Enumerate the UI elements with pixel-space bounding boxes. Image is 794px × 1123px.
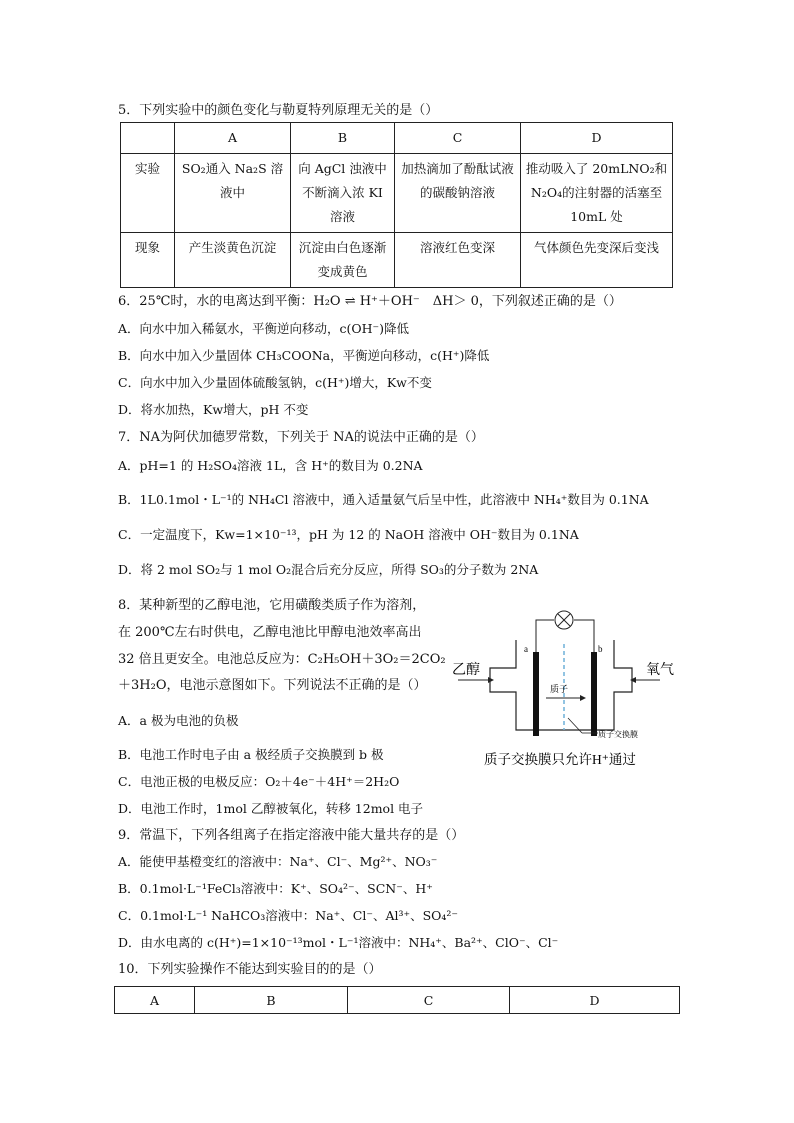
- q8-stem-line4: ＋3H₂O，电池示意图如下。下列说法不正确的是（）: [118, 678, 427, 693]
- q5-header-cell: [121, 123, 175, 154]
- q8-option-c: C．电池正极的电极反应：O₂＋4e⁻＋4H⁺＝2H₂O: [118, 774, 400, 789]
- q5-header-cell: C: [395, 123, 521, 154]
- q6-stem: 6．25℃时，水的电离达到平衡：H₂O ⇌ H⁺＋OH⁻ ΔH＞ 0，下列叙述正确的是（）: [118, 294, 622, 309]
- q5-header-cell: A: [175, 123, 291, 154]
- q8-stem-line2: 在 200℃左右时供电，乙醇电池比甲醇电池效率高出: [118, 625, 422, 640]
- q10-table: [114, 986, 680, 1014]
- q7-option-d: D．将 2 mol SO₂与 1 mol O₂混合后充分反应，所得 SO₃的分子数为 2NA: [118, 562, 539, 577]
- q5-row-label: 现象: [121, 233, 175, 288]
- q8-option-b: B．电池工作时电子由 a 极经质子交换膜到 b 极: [118, 747, 384, 762]
- membrane-pointer: [568, 718, 582, 733]
- circuit-wire-right: [574, 620, 594, 652]
- q9-option-d: D．由水电离的 c(H⁺)=1×10⁻¹³mol・L⁻¹溶液中：NH₄⁺、Ba²⁺、ClO⁻、Cl⁻: [118, 935, 559, 950]
- q5-phenomenon-row: [121, 233, 673, 288]
- bulb-icon: [555, 611, 573, 629]
- q10-header-row: [115, 987, 680, 1014]
- q7-option-c: C．一定温度下，Kw=1×10⁻¹³，pH 为 12 的 NaOH 溶液中 OH⁻数目为 0.1NA: [118, 527, 579, 542]
- q5-cell: 推动吸入了 20mLNO₂和 N₂O₄的注射器的活塞至 10mL 处: [521, 154, 673, 233]
- q7-stem: 7．NA为阿伏加德罗常数，下列关于 NA的说法中正确的是（）: [118, 430, 484, 445]
- q5-cell: 气体颜色先变深后变浅: [521, 233, 673, 288]
- q5-cell: SO₂通入 Na₂S 溶液中: [175, 154, 291, 233]
- q5-cell: 溶液红色变深: [395, 233, 521, 288]
- q5-experiment-row: [121, 154, 673, 233]
- q8-stem-line1: 8．某种新型的乙醇电池，它用磺酸类质子作为溶剂，: [118, 598, 426, 613]
- q6-option-d: D．将水加热，Kw增大，pH 不变: [118, 402, 309, 417]
- q6-option-b: B．向水中加入少量固体 CH₃COONa，平衡逆向移动，c(H⁺)降低: [118, 348, 490, 363]
- q5-header-cell: D: [521, 123, 673, 154]
- q5-row-label: 实验: [121, 154, 175, 233]
- q5-cell: 加热滴加了酚酞试液的碳酸钠溶液: [395, 154, 521, 233]
- q5-cell: 沉淀由白色逐渐变成黄色: [291, 233, 395, 288]
- circuit-wire-left: [536, 620, 554, 652]
- q9-option-c: C．0.1mol·L⁻¹ NaHCO₃溶液中：Na⁺、Cl⁻、Al³⁺、SO₄²⁻: [118, 908, 459, 923]
- ethanol-label: 乙醇: [452, 662, 480, 678]
- q8-option-d: D．电池工作时，1mol 乙醇被氧化，转移 12mol 电子: [118, 801, 424, 816]
- fuel-cell-diagram: [448, 600, 688, 780]
- q10-stem: 10．下列实验操作不能达到实验目的的是（）: [118, 962, 382, 977]
- electrode-b: [591, 652, 597, 736]
- q9-stem: 9．常温下，下列各组离子在指定溶液中能大量共存的是（）: [118, 828, 465, 843]
- q10-header-cell: B: [195, 987, 348, 1014]
- q10-header-cell: A: [115, 987, 195, 1014]
- electrode-a-label: a: [524, 644, 528, 654]
- q5-cell: 向 AgCl 浊液中不断滴入浓 KI 溶液: [291, 154, 395, 233]
- q8-option-a: A．a 极为电池的负极: [118, 713, 239, 728]
- diagram-caption: 质子交换膜只允许H⁺通过: [484, 752, 636, 767]
- q9-option-b: B．0.1mol·L⁻¹FeCl₃溶液中：K⁺、SO₄²⁻、SCN⁻、H⁺: [118, 881, 433, 896]
- proton-arrowhead: [580, 695, 586, 701]
- q9-option-a: A．能使甲基橙变红的溶液中：Na⁺、Cl⁻、Mg²⁺、NO₃⁻: [118, 854, 438, 869]
- q5-table: [120, 122, 673, 288]
- membrane-label: 质子交换膜: [598, 730, 638, 739]
- q7-option-a: A．pH=1 的 H₂SO₄溶液 1L，含 H⁺的数目为 0.2NA: [118, 458, 423, 473]
- oxygen-label: 氧气: [646, 662, 674, 678]
- ethanol-inlet-arrowhead: [488, 677, 494, 683]
- electrode-a: [533, 652, 539, 736]
- q10-header-cell: D: [510, 987, 680, 1014]
- oxygen-inlet-arrowhead: [630, 677, 636, 683]
- q8-stem-line3: 32 倍且更安全。电池总反应为：C₂H₅OH＋3O₂＝2CO₂: [118, 652, 446, 667]
- q6-option-a: A．向水中加入稀氨水，平衡逆向移动，c(OH⁻)降低: [118, 321, 410, 336]
- q5-header-cell: B: [291, 123, 395, 154]
- q6-option-c: C．向水中加入少量固体硫酸氢钠，c(H⁺)增大，Kw不变: [118, 375, 432, 390]
- q5-cell: 产生淡黄色沉淀: [175, 233, 291, 288]
- q7-option-b: B．1L0.1mol・L⁻¹的 NH₄Cl 溶液中，通入适量氨气后呈中性，此溶液中 NH₄⁺数目为 0.1NA: [118, 492, 649, 507]
- proton-label: 质子: [550, 684, 569, 694]
- q5-stem: 5．下列实验中的颜色变化与勒夏特列原理无关的是（）: [118, 103, 439, 118]
- q5-header-row: [121, 123, 673, 154]
- electrode-b-label: b: [598, 644, 603, 654]
- q10-header-cell: C: [348, 987, 510, 1014]
